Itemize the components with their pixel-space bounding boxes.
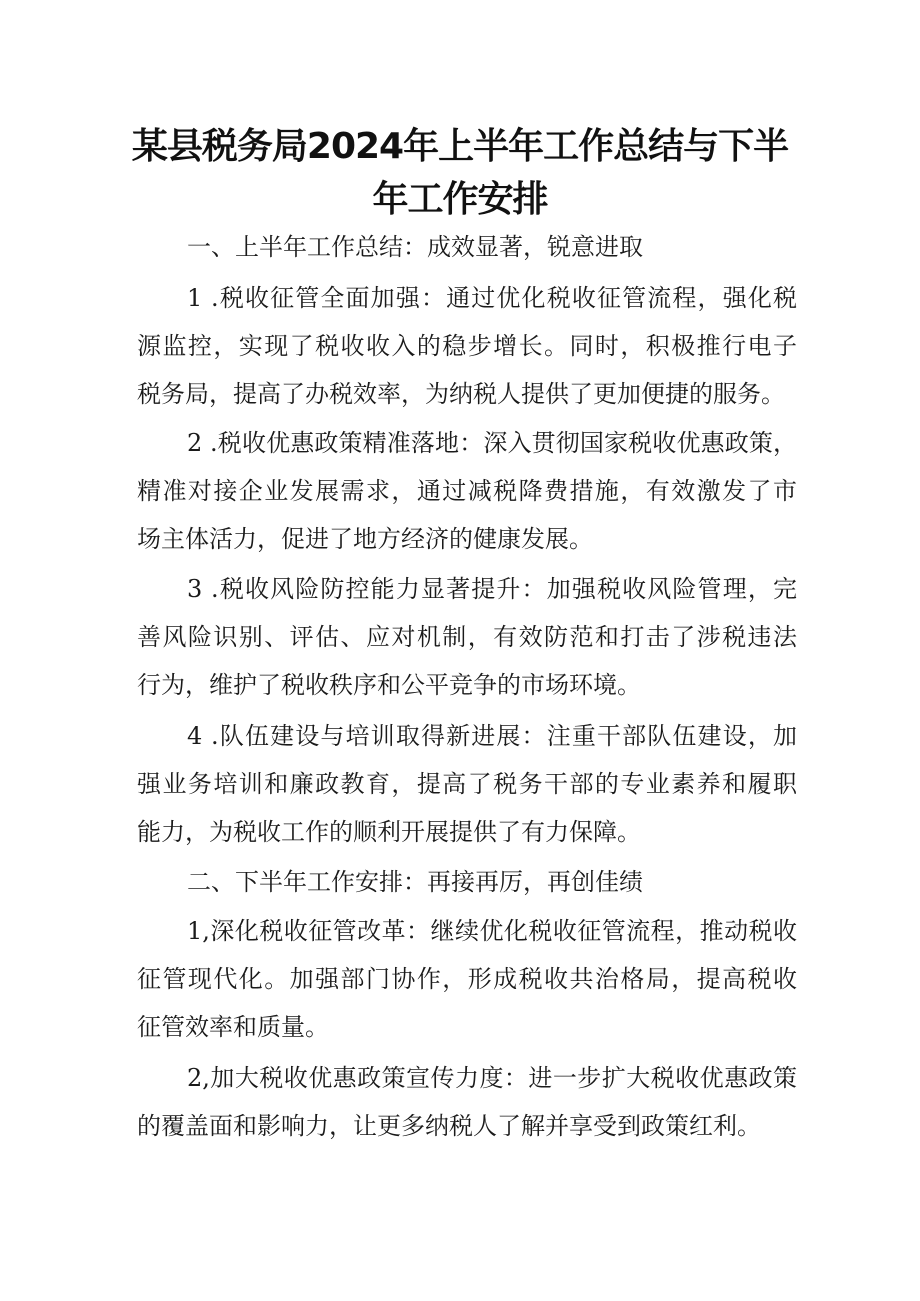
document-title-line-2: 年工作安排: [372, 179, 548, 220]
paragraph-line: 2 .税收优惠政策精准落地：深入贯彻国家税收优惠政策，: [187, 429, 797, 457]
document-title-line-1: 某县税务局2024年上半年工作总结与下半: [131, 126, 789, 167]
section-1-item-2: [137, 419, 797, 563]
paragraph-line: 3 .税收风险防控能力显著提升：加强税收风险管理，完: [187, 575, 797, 603]
paragraph-line: 强业务培训和廉政教育，提高了税务干部的专业素养和履职: [137, 770, 797, 798]
section-1-item-1: [137, 274, 797, 418]
paragraph-line: 征管效率和质量。: [137, 1013, 329, 1041]
paragraph-line: 源监控，实现了税收收入的稳步增长。同时，积极推行电子: [137, 332, 797, 360]
paragraph-line: 能力，为税收工作的顺利开展提供了有力保障。: [137, 818, 641, 846]
section-2-heading: 二、下半年工作安排：再接再厉，再创佳绩: [187, 868, 643, 896]
paragraph-line: 1 .税收征管全面加强：通过优化税收征管流程，强化税: [187, 284, 797, 312]
paragraph-line: 征管现代化。加强部门协作，形成税收共治格局，提高税收: [137, 965, 797, 993]
paragraph-line: 税务局，提高了办税效率，为纳税人提供了更加便捷的服务。: [137, 380, 785, 408]
paragraph-line: 2,加大税收优惠政策宣传力度：进一步扩大税收优惠政策: [187, 1064, 797, 1092]
section-2-item-2: [137, 1054, 797, 1150]
paragraph-line: 1,深化税收征管改革：继续优化税收征管流程，推动税收: [187, 917, 797, 945]
section-2-item-1: [137, 907, 797, 1051]
paragraph-line: 的覆盖面和影响力，让更多纳税人了解并享受到政策红利。: [137, 1112, 761, 1140]
section-1-heading: 一、上半年工作总结：成效显著，锐意进取: [187, 233, 643, 261]
paragraph-line: 行为，维护了税收秩序和公平竞争的市场环境。: [137, 671, 641, 699]
section-1-item-3: [137, 565, 797, 709]
paragraph-line: 精准对接企业发展需求，通过减税降费措施，有效激发了市: [137, 477, 797, 505]
paragraph-line: 场主体活力，促进了地方经济的健康发展。: [137, 525, 593, 553]
section-1-item-4: [137, 712, 797, 856]
paragraph-line: 善风险识别、评估、应对机制，有效防范和打击了涉税违法: [137, 623, 797, 651]
paragraph-line: 4 .队伍建设与培训取得新进展：注重干部队伍建设，加: [187, 722, 797, 750]
